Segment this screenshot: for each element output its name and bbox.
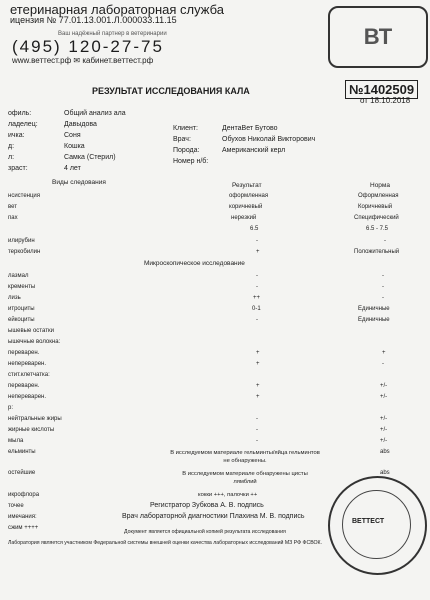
- report-date: от 18.10.2018: [360, 96, 411, 105]
- row-norm: +/-: [380, 383, 388, 389]
- row-name: непереварен.: [8, 361, 47, 367]
- row-name: лазмал: [8, 273, 29, 279]
- row-result: +: [256, 394, 260, 400]
- patient-label: л:: [8, 154, 15, 161]
- row-name: переварен.: [8, 383, 40, 389]
- row-result: -: [256, 317, 258, 323]
- patient-value: Соня: [64, 132, 81, 139]
- client-label: Номер н/б:: [173, 158, 209, 165]
- extra-row: имечания:: [8, 514, 37, 520]
- row-norm: +/-: [380, 427, 388, 433]
- row-norm: -: [384, 238, 386, 244]
- row-norm: Специфический: [354, 215, 399, 221]
- row-result: -: [256, 427, 258, 433]
- client-label: Порода:: [173, 147, 200, 154]
- row-norm: +: [382, 350, 386, 356]
- row-name: р:: [8, 405, 14, 411]
- row-name: непереварен.: [8, 394, 47, 400]
- row-norm: -: [382, 284, 384, 290]
- patient-value: 4 лет: [64, 165, 81, 172]
- patient-label: д:: [8, 143, 15, 150]
- patient-label: ичка:: [8, 132, 25, 139]
- row-name: жирные кислоты: [8, 427, 55, 433]
- row-result: 6.5: [250, 226, 259, 232]
- row-result: -: [256, 273, 258, 279]
- row-norm: Положительный: [354, 249, 400, 255]
- client-value: ДентаВет Бутово: [222, 125, 278, 132]
- row-norm: -: [382, 273, 384, 279]
- row-name: вет: [8, 204, 18, 210]
- row-result: +: [256, 249, 260, 255]
- row-result: нерезкий: [231, 215, 257, 221]
- row-result: ++: [253, 295, 261, 301]
- row-name: нейтральные жиры: [8, 416, 62, 422]
- tagline: Ваш надёжный партнер в ветеринарии: [58, 31, 167, 37]
- col-norm-header: Норма: [370, 182, 391, 189]
- patient-value: Кошка: [64, 143, 85, 150]
- lab-quality-note: Лаборатория является участником Федеральной системы внешней оценки качества лабораторных исследований МЗ РФ ФСВОК.: [8, 540, 322, 546]
- row-name: кременты: [8, 284, 36, 290]
- row-result: -: [256, 438, 258, 444]
- row-norm: +/-: [380, 394, 388, 400]
- row-norm: Единичные: [358, 306, 390, 312]
- microscopy-title: Микроскопическое исследование: [144, 260, 245, 267]
- client-label: Клиент:: [173, 125, 198, 132]
- row-norm: +/-: [380, 438, 388, 444]
- client-label: Врач:: [173, 136, 191, 143]
- row-norm: 6.5 - 7.5: [366, 226, 389, 232]
- row-result: -: [256, 416, 258, 422]
- patient-label: офиль:: [8, 110, 32, 117]
- row-result: 0-1: [252, 306, 261, 312]
- row-result: +: [256, 361, 260, 367]
- report-number: №1402509: [345, 80, 418, 99]
- row-result: +: [256, 350, 260, 356]
- patient-value: Общий анализ ала: [64, 110, 126, 117]
- protozoa-label: остейшие: [8, 470, 36, 476]
- copy-note: Документ является официальной копией результата исследования: [124, 529, 286, 535]
- row-result: коричневый: [229, 204, 263, 210]
- website-links: www.веттест.рф ✉ кабинет.веттест.рф: [12, 56, 154, 65]
- row-norm: -: [382, 295, 384, 301]
- row-norm: Единичные: [358, 317, 390, 323]
- patient-value: Самка (Стерил): [64, 154, 116, 161]
- row-name: илирубин: [8, 238, 35, 244]
- row-norm: +/-: [380, 416, 388, 422]
- row-norm: Оформленная: [358, 193, 399, 199]
- client-value: Обухов Николай Викторович: [222, 136, 316, 143]
- lab-title: етеринарная лабораторная служба: [10, 2, 224, 17]
- logo-stamp: [328, 6, 428, 68]
- microflora-label: икрофлора: [8, 492, 40, 498]
- row-name: переварен.: [8, 350, 40, 356]
- logo-stamp-text: ВТ: [363, 24, 393, 49]
- row-norm: Коричневый: [358, 204, 393, 210]
- row-norm: -: [382, 361, 384, 367]
- row-result: -: [256, 238, 258, 244]
- helminths-norm: abs: [380, 449, 390, 455]
- license-number: ицензия № 77.01.13.001.Л.000033.11.15: [10, 15, 177, 25]
- col-study-header: Виды следования: [52, 179, 106, 186]
- row-name: стит.клетчатка:: [8, 372, 50, 378]
- extra-row: сжим ++++: [8, 525, 39, 531]
- round-stamp-text: ВЕТТЕСТ: [352, 518, 385, 525]
- helminths-result: В исследуемом материале гельминты/яйца гельминтов не обнаружены.: [170, 450, 320, 464]
- row-name: мыла: [8, 438, 24, 444]
- phone-number: (495) 120-27-75: [12, 37, 164, 56]
- row-name: ышевые остатки: [8, 328, 54, 334]
- extra-row: точее: [8, 503, 24, 509]
- row-result: оформленная: [229, 193, 269, 199]
- round-stamp: [328, 476, 427, 575]
- protozoa-result: В исследуемом материале обнаружены цисты лямблий: [182, 471, 308, 485]
- row-result: +: [256, 383, 260, 389]
- col-result-header: Результат: [232, 182, 262, 189]
- row-result: -: [256, 284, 258, 290]
- client-value: Американский керл: [222, 147, 286, 154]
- helminths-label: ельминты: [8, 449, 36, 455]
- registrar-signature-line: Регистратор Зубкова А. В. подпись: [150, 502, 264, 509]
- patient-label: зраст:: [8, 165, 28, 172]
- patient-label: ладелец:: [8, 121, 38, 128]
- doctor-signature-line: Врач лабораторной диагностики Плахина М. В. подпись: [122, 513, 305, 520]
- row-name: лизь: [8, 295, 21, 301]
- report-title: РЕЗУЛЬТАТ ИССЛЕДОВАНИЯ КАЛА: [92, 86, 250, 96]
- protozoa-norm: abs: [380, 470, 390, 476]
- row-name: пах: [8, 215, 18, 221]
- row-name: теркобилин: [8, 249, 41, 255]
- patient-value: Давыдова: [64, 121, 97, 128]
- microflora-result: кокки +++, палочки ++: [198, 492, 258, 498]
- row-name: ышечные волокна:: [8, 339, 61, 345]
- row-name: ейкоциты: [8, 317, 35, 323]
- row-name: нсистенция: [8, 193, 41, 199]
- row-name: итроциты: [8, 306, 35, 312]
